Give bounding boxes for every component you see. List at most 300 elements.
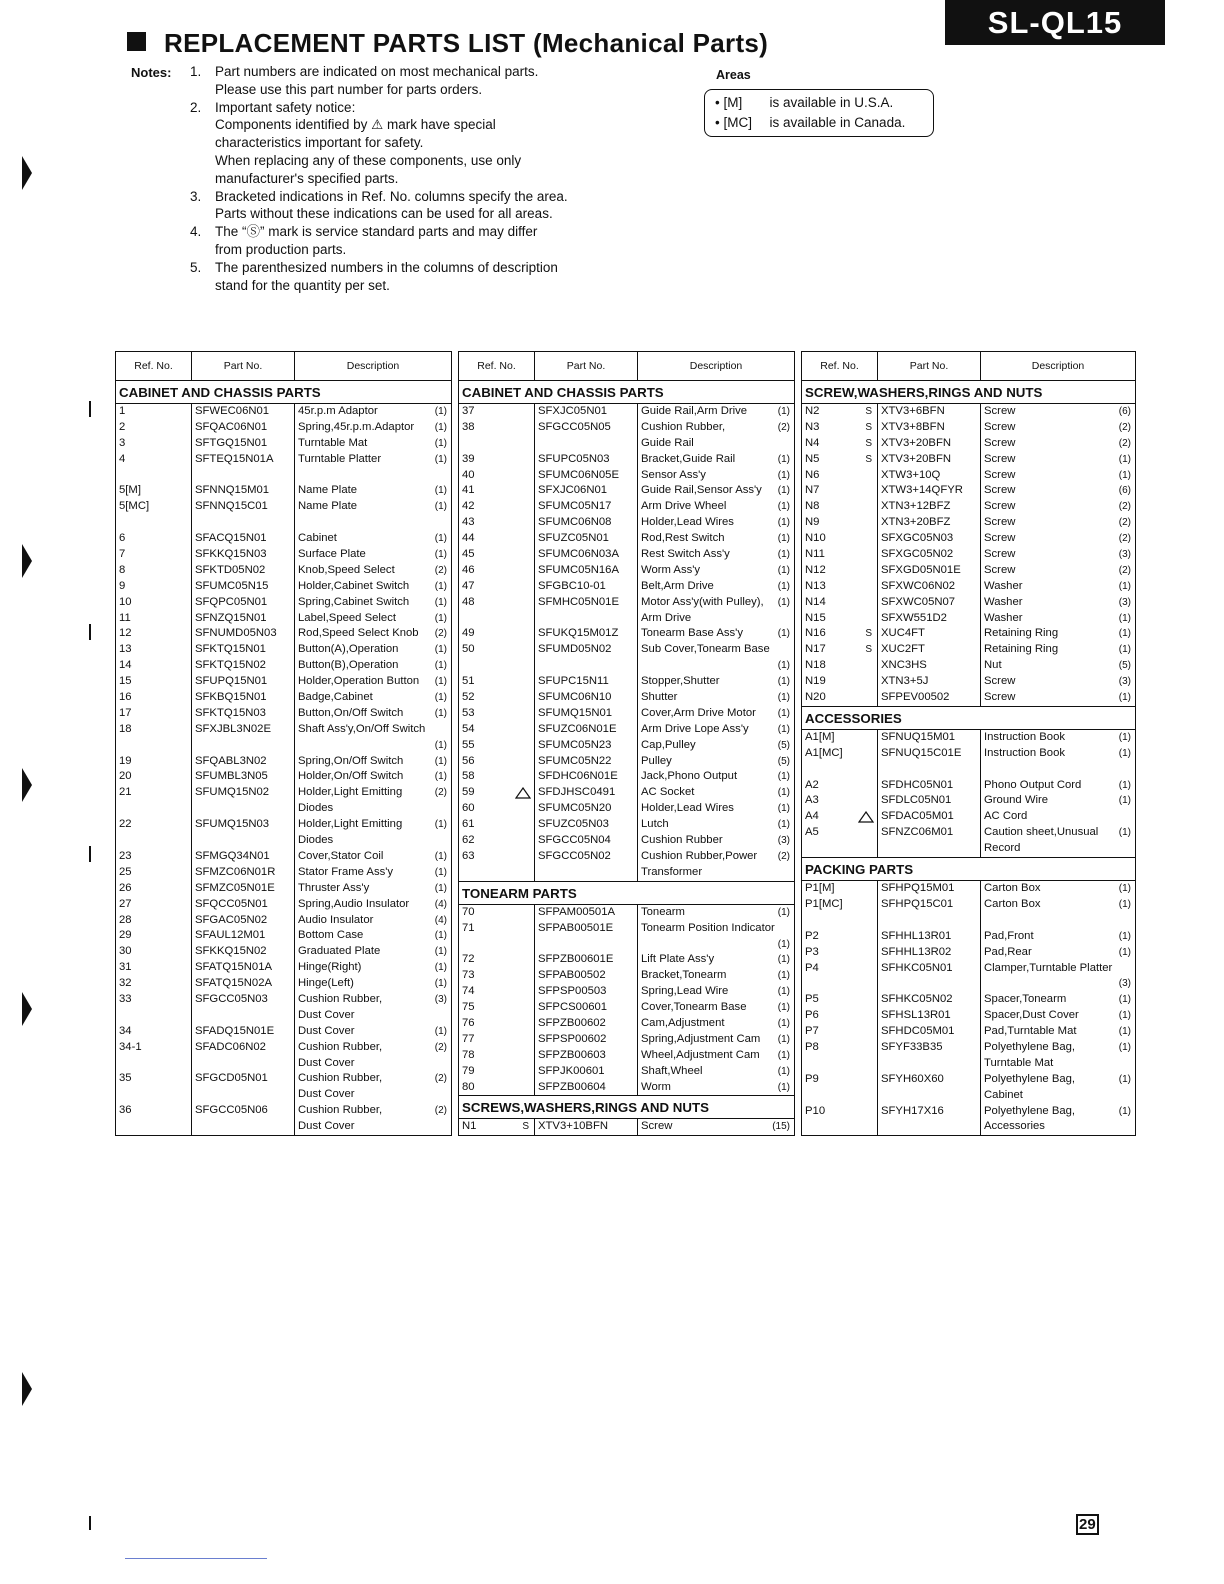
table-row	[116, 563, 451, 579]
description-text: Screw	[984, 436, 1016, 449]
table-row	[116, 483, 451, 499]
part-number: SFTEQ15N01A	[195, 452, 274, 465]
table-row	[459, 1000, 794, 1016]
quantity: (5)	[777, 739, 790, 751]
part-number	[534, 611, 637, 627]
quantity: (5)	[777, 755, 790, 767]
quantity: (1)	[1118, 453, 1131, 465]
description-text: Holder,Operation Button	[298, 675, 420, 688]
ref-cell	[459, 706, 534, 722]
parts-table-column-3	[801, 351, 1136, 1136]
part-number: XNC3HS	[881, 659, 927, 672]
description-text: Name Plate	[298, 484, 358, 497]
table-row	[116, 944, 451, 960]
part-number	[534, 436, 637, 452]
description-text: Screw	[984, 420, 1016, 433]
service-standard-mark: S	[865, 453, 872, 465]
ref-number: N9	[805, 516, 820, 529]
ref-number: 15	[119, 675, 132, 688]
description-cell	[637, 468, 794, 484]
description-cell	[294, 960, 451, 976]
table-row	[459, 1064, 794, 1080]
quantity: (1)	[1118, 1026, 1131, 1038]
ref-cell	[116, 769, 191, 785]
quantity: (4)	[434, 914, 447, 926]
ref-number: 72	[462, 953, 475, 966]
part-number: SFKKQ15N03	[195, 548, 267, 561]
description-cell	[980, 690, 1135, 706]
description-text: Spring,Audio Insulator	[298, 897, 410, 910]
description-text: Belt,Arm Drive	[641, 579, 714, 592]
table-row	[459, 658, 794, 674]
quantity: (1)	[434, 771, 447, 783]
part-number: XTV3+8BFN	[881, 420, 945, 433]
ref-number: 9	[119, 579, 126, 592]
description-cell	[294, 642, 451, 658]
square-bullet-icon	[127, 32, 146, 51]
ref-number: P7	[805, 1025, 819, 1038]
description-cell	[637, 563, 794, 579]
description-text: Phono Output Cord	[984, 778, 1082, 791]
table-row	[459, 563, 794, 579]
ref-cell	[116, 595, 191, 611]
ref-cell	[459, 905, 534, 921]
description-cell	[294, 674, 451, 690]
description-cell	[637, 1000, 794, 1016]
ref-number: 54	[462, 722, 475, 735]
ref-number: N14	[805, 595, 826, 608]
ref-cell	[116, 928, 191, 944]
description-text: Bracket,Guide Rail	[641, 452, 736, 465]
quantity: (1)	[777, 819, 790, 831]
description-text: Stopper,Shutter	[641, 675, 720, 688]
ref-cell	[459, 754, 534, 770]
notes-list	[190, 63, 568, 294]
ref-cell	[459, 984, 534, 1000]
table-row	[116, 769, 451, 785]
ref-cell	[802, 730, 877, 746]
part-number: SFKTQ15N01	[195, 643, 266, 656]
ref-cell	[802, 1104, 877, 1120]
description-cell	[637, 754, 794, 770]
part-number: SFPZB00601E	[538, 953, 614, 966]
table-row	[116, 881, 451, 897]
description-text: Retaining Ring	[984, 643, 1059, 656]
description-cell	[637, 436, 794, 452]
table-row	[802, 961, 1135, 977]
description-cell	[637, 1016, 794, 1032]
table-row	[116, 1056, 451, 1072]
part-number: XTV3+6BFN	[881, 405, 945, 417]
table-row	[116, 690, 451, 706]
description-cell	[980, 658, 1135, 674]
part-number: SFDAC05M01	[881, 810, 954, 823]
description-text: Audio Insulator	[298, 913, 374, 926]
table-row	[116, 1071, 451, 1087]
ref-cell	[116, 1056, 191, 1072]
description-text: Guide Rail,Sensor Ass'y	[641, 484, 762, 497]
ref-cell	[459, 674, 534, 690]
ref-cell	[459, 738, 534, 754]
quantity: (1)	[434, 485, 447, 497]
table-row	[802, 658, 1135, 674]
part-number: SFUMC06N08	[538, 516, 612, 529]
ref-cell	[459, 937, 534, 953]
table-row	[802, 1104, 1135, 1120]
part-number: SFPZB00604	[538, 1080, 606, 1093]
ref-cell	[802, 913, 877, 929]
description-cell	[294, 928, 451, 944]
description-cell	[980, 897, 1135, 913]
table-row	[116, 1103, 451, 1119]
table-row	[116, 992, 451, 1008]
quantity: (1)	[777, 1002, 790, 1014]
ref-number: N19	[805, 675, 826, 688]
description-cell	[980, 626, 1135, 642]
description-cell	[294, 1071, 451, 1087]
quantity: (1)	[777, 938, 790, 950]
description-cell	[294, 1040, 451, 1056]
table-row	[802, 547, 1135, 563]
table-row	[116, 1040, 451, 1056]
description-cell	[980, 825, 1135, 841]
description-text: Washer	[984, 611, 1023, 624]
quantity: (1)	[777, 803, 790, 815]
description-text: Rod,Rest Switch	[641, 532, 725, 545]
description-cell	[980, 1040, 1135, 1056]
description-cell	[980, 1008, 1135, 1024]
quantity: (1)	[434, 612, 447, 624]
description-text: Knob,Speed Select	[298, 563, 395, 576]
part-number: SFUMC06N10	[538, 691, 612, 704]
part-number: SFDJHSC0491	[538, 786, 616, 799]
description-cell	[980, 961, 1135, 977]
margin-tick	[89, 401, 91, 417]
part-number: SFUMC05N20	[538, 802, 612, 815]
page-number: 29	[1076, 1514, 1099, 1535]
ref-number: A5	[805, 826, 819, 839]
quantity: (1)	[1118, 747, 1131, 759]
quantity: (1)	[777, 453, 790, 465]
header-ref: Ref. No.	[820, 360, 859, 372]
table-row	[802, 420, 1135, 436]
description-text: Button(B),Operation	[298, 659, 399, 672]
description-text: Thruster Ass'y	[298, 881, 370, 894]
section-title: SCREWS,WASHERS,RINGS AND NUTS	[459, 1095, 794, 1119]
ref-number: 27	[119, 897, 132, 910]
description-text: Shaft,Wheel	[641, 1064, 703, 1077]
ref-cell	[116, 1024, 191, 1040]
section-title: CABINET AND CHASSIS PARTS	[459, 381, 794, 404]
part-number: SFUMC06N03A	[538, 548, 619, 561]
part-number: XTV3+20BFN	[881, 452, 952, 465]
description-cell	[980, 1056, 1135, 1072]
ref-number: N17	[805, 643, 826, 656]
part-number: SFHKC05N02	[881, 993, 953, 1006]
table-row	[802, 1088, 1135, 1104]
table-row	[116, 785, 451, 801]
ref-number: N13	[805, 579, 826, 592]
ref-number: N1	[462, 1120, 477, 1133]
description-cell	[294, 611, 451, 627]
part-number: SFPAM00501A	[538, 905, 616, 918]
description-text: Transformer	[641, 865, 703, 878]
table-row	[459, 801, 794, 817]
ref-cell	[116, 531, 191, 547]
table-row	[116, 468, 451, 484]
ref-cell	[116, 452, 191, 468]
ref-number: 44	[462, 532, 475, 545]
section-title: PACKING PARTS	[802, 857, 1135, 881]
ref-cell	[802, 976, 877, 992]
description-cell	[294, 913, 451, 929]
table-row	[802, 579, 1135, 595]
ref-cell	[802, 881, 877, 897]
ref-number: 5[MC]	[119, 500, 150, 513]
part-number	[191, 833, 294, 849]
description-text: Cushion Rubber	[641, 834, 723, 847]
part-number: SFMZC05N01E	[195, 881, 275, 894]
table-row	[459, 722, 794, 738]
description-cell	[294, 595, 451, 611]
description-text: Arm Drive	[641, 611, 692, 624]
ref-number: 2	[119, 420, 126, 433]
table-row	[802, 1056, 1135, 1072]
ref-cell	[802, 579, 877, 595]
service-standard-mark: S	[865, 421, 872, 433]
note-text	[215, 63, 538, 99]
description-text: Worm Ass'y	[641, 563, 701, 576]
ref-cell	[459, 626, 534, 642]
area-code: [M]	[723, 95, 743, 110]
ref-number: 29	[119, 929, 132, 942]
ref-number: P2	[805, 929, 819, 942]
part-number: SFGCC05N05	[538, 420, 611, 433]
description-cell	[294, 436, 451, 452]
ref-number: 23	[119, 849, 132, 862]
part-number: SFHHL13R02	[881, 945, 952, 958]
part-number: SFTGQ15N01	[195, 436, 268, 449]
quantity: (1)	[434, 707, 447, 719]
description-text: Shaft Ass'y,On/Off Switch	[298, 722, 426, 735]
ref-cell	[802, 841, 877, 857]
table-row	[116, 754, 451, 770]
ref-number: 20	[119, 770, 132, 783]
table-row	[116, 722, 451, 738]
part-number	[191, 738, 294, 754]
description-text: Sensor Ass'y	[641, 468, 706, 481]
quantity: (1)	[777, 1049, 790, 1061]
description-cell	[637, 706, 794, 722]
quantity: (1)	[777, 533, 790, 545]
table-row	[116, 897, 451, 913]
ref-number: 33	[119, 992, 132, 1005]
part-number: SFUMQ15N01	[538, 706, 613, 719]
part-number: SFGCC05N04	[538, 834, 611, 847]
ref-number: 73	[462, 969, 475, 982]
part-number: SFPEV00502	[881, 691, 950, 704]
ref-number: 7	[119, 548, 126, 561]
description-cell	[637, 849, 794, 865]
table-row	[802, 452, 1135, 468]
part-number: SFYH17X16	[881, 1104, 944, 1117]
description-cell	[637, 515, 794, 531]
part-number: SFQCC05N01	[195, 897, 268, 910]
quantity: (2)	[434, 787, 447, 799]
description-cell	[980, 452, 1135, 468]
ref-cell	[116, 976, 191, 992]
ref-cell	[459, 642, 534, 658]
ref-cell	[802, 611, 877, 627]
part-number	[191, 468, 294, 484]
ref-cell	[116, 690, 191, 706]
table-row	[459, 785, 794, 801]
description-text: Holder,On/Off Switch	[298, 770, 404, 783]
table-row	[802, 595, 1135, 611]
part-number: SFXWC05N07	[881, 595, 956, 608]
ref-cell	[802, 499, 877, 515]
description-text: Pulley	[641, 754, 672, 767]
ref-cell	[116, 754, 191, 770]
part-number: SFKBQ15N01	[195, 691, 267, 704]
part-number: SFDHC05N01	[881, 778, 954, 791]
ref-cell	[802, 1024, 877, 1040]
ref-cell	[459, 499, 534, 515]
description-cell	[980, 929, 1135, 945]
quantity: (1)	[434, 978, 447, 990]
ref-number: 58	[462, 770, 475, 783]
table-row	[116, 833, 451, 849]
description-cell	[294, 547, 451, 563]
description-cell	[637, 420, 794, 436]
description-cell	[637, 1080, 794, 1096]
part-number: XTW3+10Q	[881, 468, 941, 481]
description-text: Dust Cover	[298, 1088, 355, 1101]
part-number: SFNUQ15C01E	[881, 746, 962, 759]
binding-mark-icon	[22, 1372, 32, 1406]
table-row	[802, 793, 1135, 809]
ref-cell	[116, 1087, 191, 1103]
ref-cell	[802, 778, 877, 794]
ref-cell	[459, 436, 534, 452]
ref-cell	[459, 547, 534, 563]
ref-number: 63	[462, 849, 475, 862]
table-row	[459, 984, 794, 1000]
description-text: Pad,Turntable Mat	[984, 1025, 1077, 1038]
part-number: SFKKQ15N02	[195, 945, 267, 958]
note-line: Parts without these indications can be used for all areas.	[215, 206, 553, 222]
part-number	[877, 1056, 980, 1072]
ref-cell	[459, 404, 534, 420]
ref-cell	[116, 420, 191, 436]
part-number: SFUMC05N16A	[538, 563, 619, 576]
ref-cell	[116, 404, 191, 420]
table-row	[116, 626, 451, 642]
description-text: Rod,Speed Select Knob	[298, 627, 419, 640]
part-number	[534, 658, 637, 674]
ref-cell	[459, 563, 534, 579]
description-text: Rest Switch Ass'y	[641, 548, 730, 561]
part-number: SFMGQ34N01	[195, 849, 270, 862]
ref-number: 5[M]	[119, 484, 141, 497]
table-row	[459, 642, 794, 658]
part-number	[877, 976, 980, 992]
description-cell	[980, 746, 1135, 762]
description-text: Dust Cover	[298, 1008, 355, 1021]
ref-number: 49	[462, 627, 475, 640]
ref-number: 30	[119, 945, 132, 958]
description-cell	[294, 849, 451, 865]
description-cell	[637, 785, 794, 801]
note-item	[190, 63, 568, 99]
ref-cell	[116, 483, 191, 499]
part-number	[191, 1056, 294, 1072]
ref-cell	[459, 1000, 534, 1016]
table-row	[116, 817, 451, 833]
service-standard-mark: S	[865, 406, 872, 417]
description-cell	[637, 595, 794, 611]
table-row	[802, 809, 1135, 825]
table-row	[459, 420, 794, 436]
quantity: (3)	[1118, 676, 1131, 688]
ref-cell	[116, 881, 191, 897]
quantity: (1)	[777, 954, 790, 966]
table-row	[459, 626, 794, 642]
quantity: (1)	[1118, 898, 1131, 910]
ref-cell	[802, 436, 877, 452]
description-text: Spacer,Tonearm	[984, 993, 1067, 1006]
quantity: (3)	[1118, 596, 1131, 608]
table-row	[459, 952, 794, 968]
table-row	[802, 929, 1135, 945]
quantity: (1)	[434, 930, 447, 942]
ref-number: 25	[119, 865, 132, 878]
note-line: The “Ⓢ” mark is service standard parts and may differ	[215, 224, 538, 240]
description-text: Spring,Adjustment Cam	[641, 1032, 761, 1045]
description-cell	[980, 563, 1135, 579]
table-row	[459, 468, 794, 484]
quantity: (1)	[1118, 795, 1131, 807]
part-number: SFACQ15N01	[195, 532, 267, 545]
description-text: Polyethylene Bag,	[984, 1040, 1076, 1053]
description-cell	[294, 769, 451, 785]
part-number	[534, 937, 637, 953]
ref-number: 70	[462, 905, 475, 918]
table-row	[116, 420, 451, 436]
description-text: Screw	[984, 675, 1016, 688]
part-number: SFUMC05N17	[538, 500, 612, 513]
ref-number: N8	[805, 500, 820, 513]
ref-cell	[116, 1008, 191, 1024]
note-line: Important safety notice:	[215, 99, 356, 115]
description-text: Cushion Rubber,	[298, 992, 383, 1005]
ref-cell	[116, 468, 191, 484]
ref-cell	[802, 809, 877, 825]
quantity: (2)	[434, 564, 447, 576]
description-text: Screw	[984, 532, 1016, 545]
quantity: (1)	[777, 1065, 790, 1077]
ref-number: P6	[805, 1009, 819, 1022]
part-number: SFATQ15N01A	[195, 961, 273, 974]
quantity: (1)	[1118, 883, 1131, 895]
ref-number: 34	[119, 1024, 132, 1037]
description-cell	[980, 992, 1135, 1008]
part-number: SFHSL13R01	[881, 1009, 951, 1022]
quantity: (1)	[434, 421, 447, 433]
ref-cell	[459, 801, 534, 817]
table-row	[459, 436, 794, 452]
quantity: (1)	[777, 517, 790, 529]
